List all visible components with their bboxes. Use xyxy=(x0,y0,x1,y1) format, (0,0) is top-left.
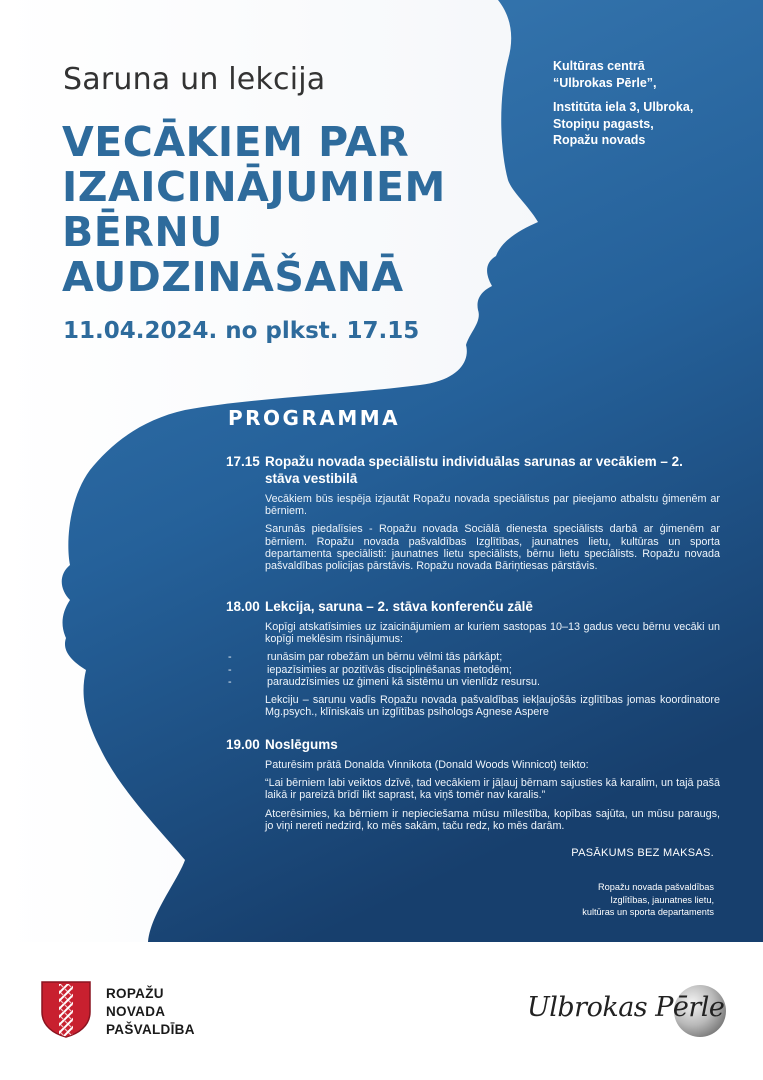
event-title-line: AUDZINĀŠANĀ xyxy=(62,253,404,301)
program-bullet: - iepazīsimies ar pozitīvās disciplinēšanas metodēm; xyxy=(228,663,512,676)
organizer-credit xyxy=(582,881,714,919)
event-subtitle: Saruna un lekcija xyxy=(63,62,326,97)
program-item-title: Ropažu novada speciālistu individuālas sarunas ar vecākiem – 2. stāva vestibilā xyxy=(265,454,683,486)
municipality-logo-line: PAŠVALDĪBA xyxy=(106,1022,195,1037)
program-item-time: 18.00 xyxy=(226,599,260,614)
ropazi-coat-of-arms-icon xyxy=(40,980,92,1038)
event-title xyxy=(62,120,446,300)
program-item-paragraph: Lekciju – sarunu vadīs Ropažu novada pašvaldības iekļaujošās izglītības jomas koordinatore Mg.psych., klīniskais un izglītības psihologs Agnese Aspere xyxy=(265,694,720,719)
venue-line: “Ulbrokas Pērle”, xyxy=(553,75,657,90)
event-title-line: VECĀKIEM PAR xyxy=(62,118,410,166)
program-item-paragraph: Sarunās piedalīsies - Ropažu novada Sociālā dienesta speciālists darbā ar ģimenēm ar bērniem. Ropažu novada pašvaldības Izglītības, jaunatnes lietu, kultūras un sporta departamenta speciālisti: jaunatnes lietu speciālists, bērnu lietu speciālists. Ropažu novada pašvaldības policijas pārstāvis. Ropažu novada Bāriņtiesas pārstāvis. xyxy=(265,523,720,573)
program-item xyxy=(226,598,720,718)
event-title-line: BĒRNU xyxy=(62,208,223,256)
program-item xyxy=(226,453,720,572)
program-bullet: - paraudzīsimies uz ģimeni kā sistēmu un vienlīdz resursu. xyxy=(228,675,541,688)
municipality-logo-line: ROPAŽU xyxy=(106,986,164,1001)
program-item-title: Noslēgums xyxy=(265,737,338,752)
program-item-paragraph: Atcerēsimies, ka bērniem ir nepieciešama mūsu mīlestība, kopības sajūta, un mūsu paraugs, jo viņi nereti nedzird, ko mēs sakām, taču redz, ko mēs darām. xyxy=(265,807,720,832)
organizer-line: Izglītības, jaunatnes lietu, xyxy=(610,894,714,905)
program-item-paragraph: Paturēsim prātā Donalda Vinnikota (Donald Woods Winnicot) teikto: xyxy=(265,759,589,771)
program-bullet: - runāsim par robežām un bērnu vēlmi tās pārkāpt; xyxy=(228,651,503,664)
venue-address xyxy=(553,58,753,149)
municipality-logo-line: NOVADA xyxy=(106,1004,166,1019)
program-item-time: 17.15 xyxy=(226,454,260,469)
free-event-note: PASĀKUMS BEZ MAKSAS. xyxy=(571,847,714,859)
venue-line: Institūta iela 3, Ulbroka, xyxy=(553,100,694,114)
program-item-title: Lekcija, saruna – 2. stāva konferenču zālē xyxy=(265,599,533,614)
program-item xyxy=(226,736,720,832)
program-item-time: 19.00 xyxy=(226,737,260,752)
program-heading: PROGRAMMA xyxy=(228,406,401,430)
municipality-logo-text xyxy=(106,985,195,1039)
venue-line: Stopiņu pagasts, xyxy=(553,116,654,131)
event-title-line: IZAICINĀJUMIEM xyxy=(62,163,446,211)
organizer-line: kultūras un sporta departaments xyxy=(582,907,714,917)
program-item-paragraph: Vecākiem būs iespēja izjautāt Ropažu novada speciālistus par pieejamo atbalstu ģimenēm ar bērniem. xyxy=(265,493,720,518)
program-bullet-list xyxy=(226,651,720,688)
program-item-quote: “Lai bērniem labi veiktos dzīvē, tad vecākiem ir jāļauj bērnam sajusties kā karalim, un tajā pašā laikā ir pareizā brīdī likt saprast, ka viņš tomēr nav karalis.” xyxy=(265,777,720,802)
venue-line: Kultūras centrā xyxy=(553,59,645,73)
event-date: 11.04.2024. no plkst. 17.15 xyxy=(63,318,420,344)
ulbrokas-perle-logo-text: Ulbrokas Pērle xyxy=(527,992,725,1023)
program-item-paragraph: Kopīgi atskatīsimies uz izaicinājumiem ar kuriem sastopas 10–13 gadus vecu bērnu vecāki un kopīgi meklēsim risinājumus: xyxy=(265,621,720,646)
organizer-line: Ropažu novada pašvaldības xyxy=(598,882,714,892)
venue-line: Ropažu novads xyxy=(553,133,646,147)
